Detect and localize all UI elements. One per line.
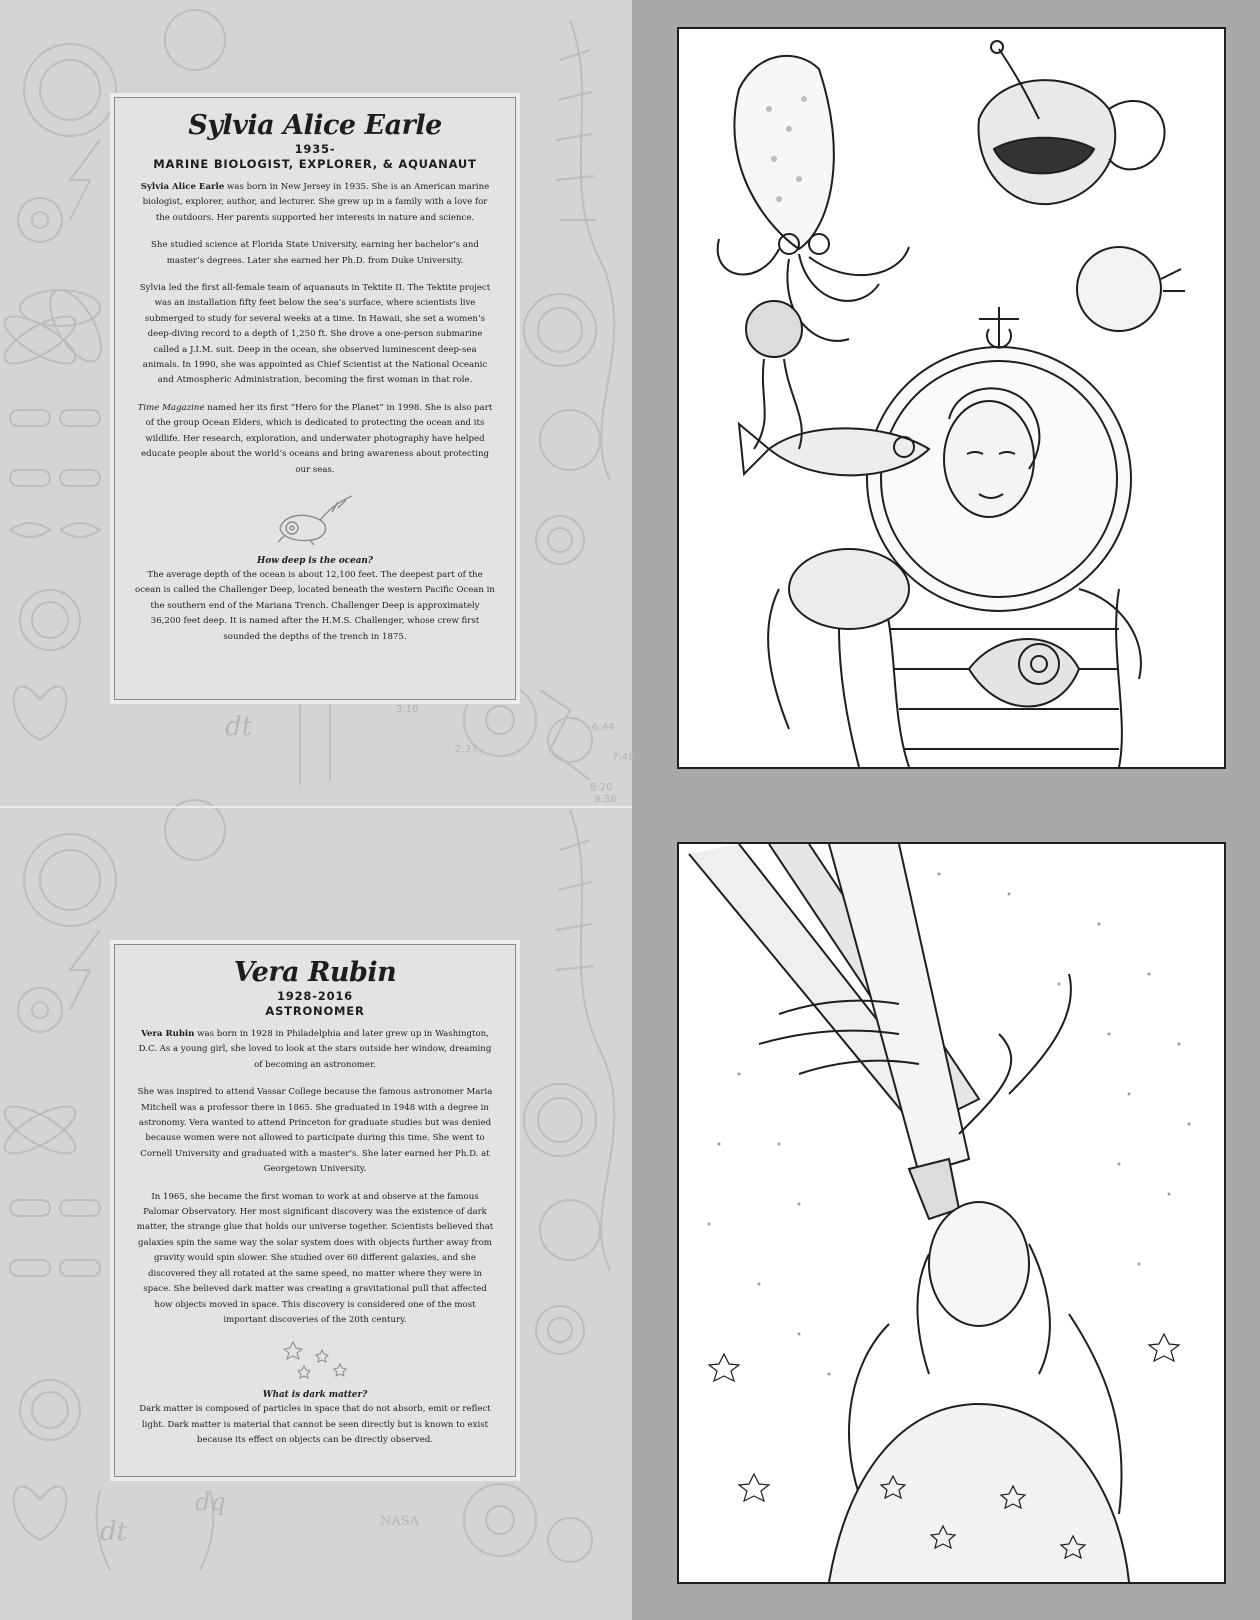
svg-text:NASA: NASA [380, 1514, 420, 1529]
svg-text:dq: dq [195, 1488, 226, 1516]
bio-role: ASTRONOMER [265, 1004, 365, 1018]
bio-name: Vera Rubin [233, 957, 397, 988]
svg-text:dt: dt [100, 1517, 128, 1547]
bio-paragraph [135, 401, 495, 478]
diver-portrait-drawing [679, 29, 1224, 767]
bio-card-sylvia-earle [114, 97, 516, 700]
constellation-icon [280, 1340, 350, 1380]
fact-question: What is dark matter? [262, 1390, 368, 1401]
bio-paragraph-text: was born in New Jersey in 1935. She is an American marine biologist, explorer, author, and lecturer. She grew up in a family with a love for the outdoors. Her parents supported her interests in nature and science. [142, 182, 490, 223]
bio-paragraph: She was inspired to attend Vassar College because the famous astronomer Maria Mitchell was a professor there in 1865. She graduated in 1948 with a degree in astronomy. Vera wanted to attend Princeton for graduate studies but was denied because women were not allowed to participate during this time. She went to Cornell University and graduated with a master’s. She later earned her Ph.D. at Georgetown University. [137, 1087, 493, 1175]
bio-paragraph: She studied science at Florida State University, earning her bachelor’s and master’s degrees. Later she earned her Ph.D. from Duke University. [151, 240, 479, 266]
vera-rubin-illustration [677, 842, 1226, 1584]
svg-text:3:10: 3:10 [396, 704, 419, 715]
bio-paragraph: Sylvia led the first all-female team of aquanauts in Tektite II. The Tektite project was an installation fifty feet below the sea’s surface, where scientists live submerged to study for several weeks at a time. In Hawaii, she set a women’s deep-diving record to a depth of 1,250 ft. She drove a one-person submarine called a J.I.M. suit. Deep in the ocean, she observed luminescent deep-sea animals. In 1990, she was appointed as Chief Scientist at the National Oceanic and Atmospheric Administration, becoming the first woman in that role. [139, 283, 491, 386]
page-divider [0, 806, 632, 808]
bio-name: Sylvia Alice Earle [188, 110, 442, 141]
bio-paragraph [135, 1027, 495, 1073]
bio-years: 1928-2016 [277, 989, 353, 1003]
svg-text:dt: dt [225, 712, 253, 742]
bio-years: 1935- [294, 142, 336, 156]
telescope-stargazer-drawing [679, 844, 1224, 1582]
fact-answer: The average depth of the ocean is about 12,100 feet. The deepest part of the ocean is called the Challenger Deep, located beneath the western Pacific Ocean in the southern end of the Mariana Trench. Challenger Deep is approximately 36,200 feet deep. It is named after the H.M.S. Challenger, whose crew first sounded the depths of the trench in 1875. [135, 569, 495, 642]
svg-text:9:38: 9:38 [594, 794, 617, 805]
bio-paragraph-text: named her its first “Hero for the Planet” in 1998. She is also part of the group Ocean Elders, which is dedicated to protecting the ocean and its wildlife. Her research, exploration, and underwater photography have helped educate people about the world’s oceans and bring awareness about protecting our seas. [141, 402, 493, 475]
bio-role: MARINE BIOLOGIST, EXPLORER, & AQUANAUT [153, 157, 477, 171]
bio-body [135, 180, 495, 478]
sylvia-earle-illustration [677, 27, 1226, 769]
svg-text:7:48: 7:48 [612, 752, 635, 763]
bio-paragraph-name: Vera Rubin [141, 1029, 195, 1039]
svg-text:6:44: 6:44 [592, 722, 615, 733]
bio-paragraph [135, 180, 495, 226]
bio-paragraph-name: Sylvia Alice Earle [140, 182, 225, 192]
fact-question: How deep is the ocean? [257, 555, 373, 566]
bio-card-vera-rubin [114, 944, 516, 1477]
bio-paragraph: In 1965, she became the first woman to work at and observe at the famous Palomar Observatory. Her most significant discovery was the existence of dark matter, the strange glue that holds our universe together. Scientists believed that galaxies spin the same way the solar system does with objects further away from gravity would spin slower. She studied over 60 different galaxies, and she discovered they all rotated at the same speed, no matter where they were in space. She believed dark matter was creating a gravitational pull that affected how objects moved in space. This discovery is considered one of the most important discoveries of the 20th century. [136, 1191, 494, 1325]
fish-icon [260, 490, 370, 546]
bio-body [135, 1027, 495, 1328]
bio-paragraph-magazine: Time Magazine [137, 402, 205, 413]
svg-text:8:20: 8:20 [590, 782, 613, 793]
fact-answer: Dark matter is composed of particles in space that do not absorb, emit or reflect light. Dark matter is material that cannot be seen directly but is known to exist because its effect on objects can be directly observed. [139, 1404, 491, 1446]
bio-paragraph-text: was born in 1928 in Philadelphia and later grew up in Washington, D.C. As a young girl, she loved to look at the stars outside her window, dreaming of becoming an astronomer. [138, 1029, 492, 1070]
svg-text:2:37: 2:37 [455, 744, 478, 755]
